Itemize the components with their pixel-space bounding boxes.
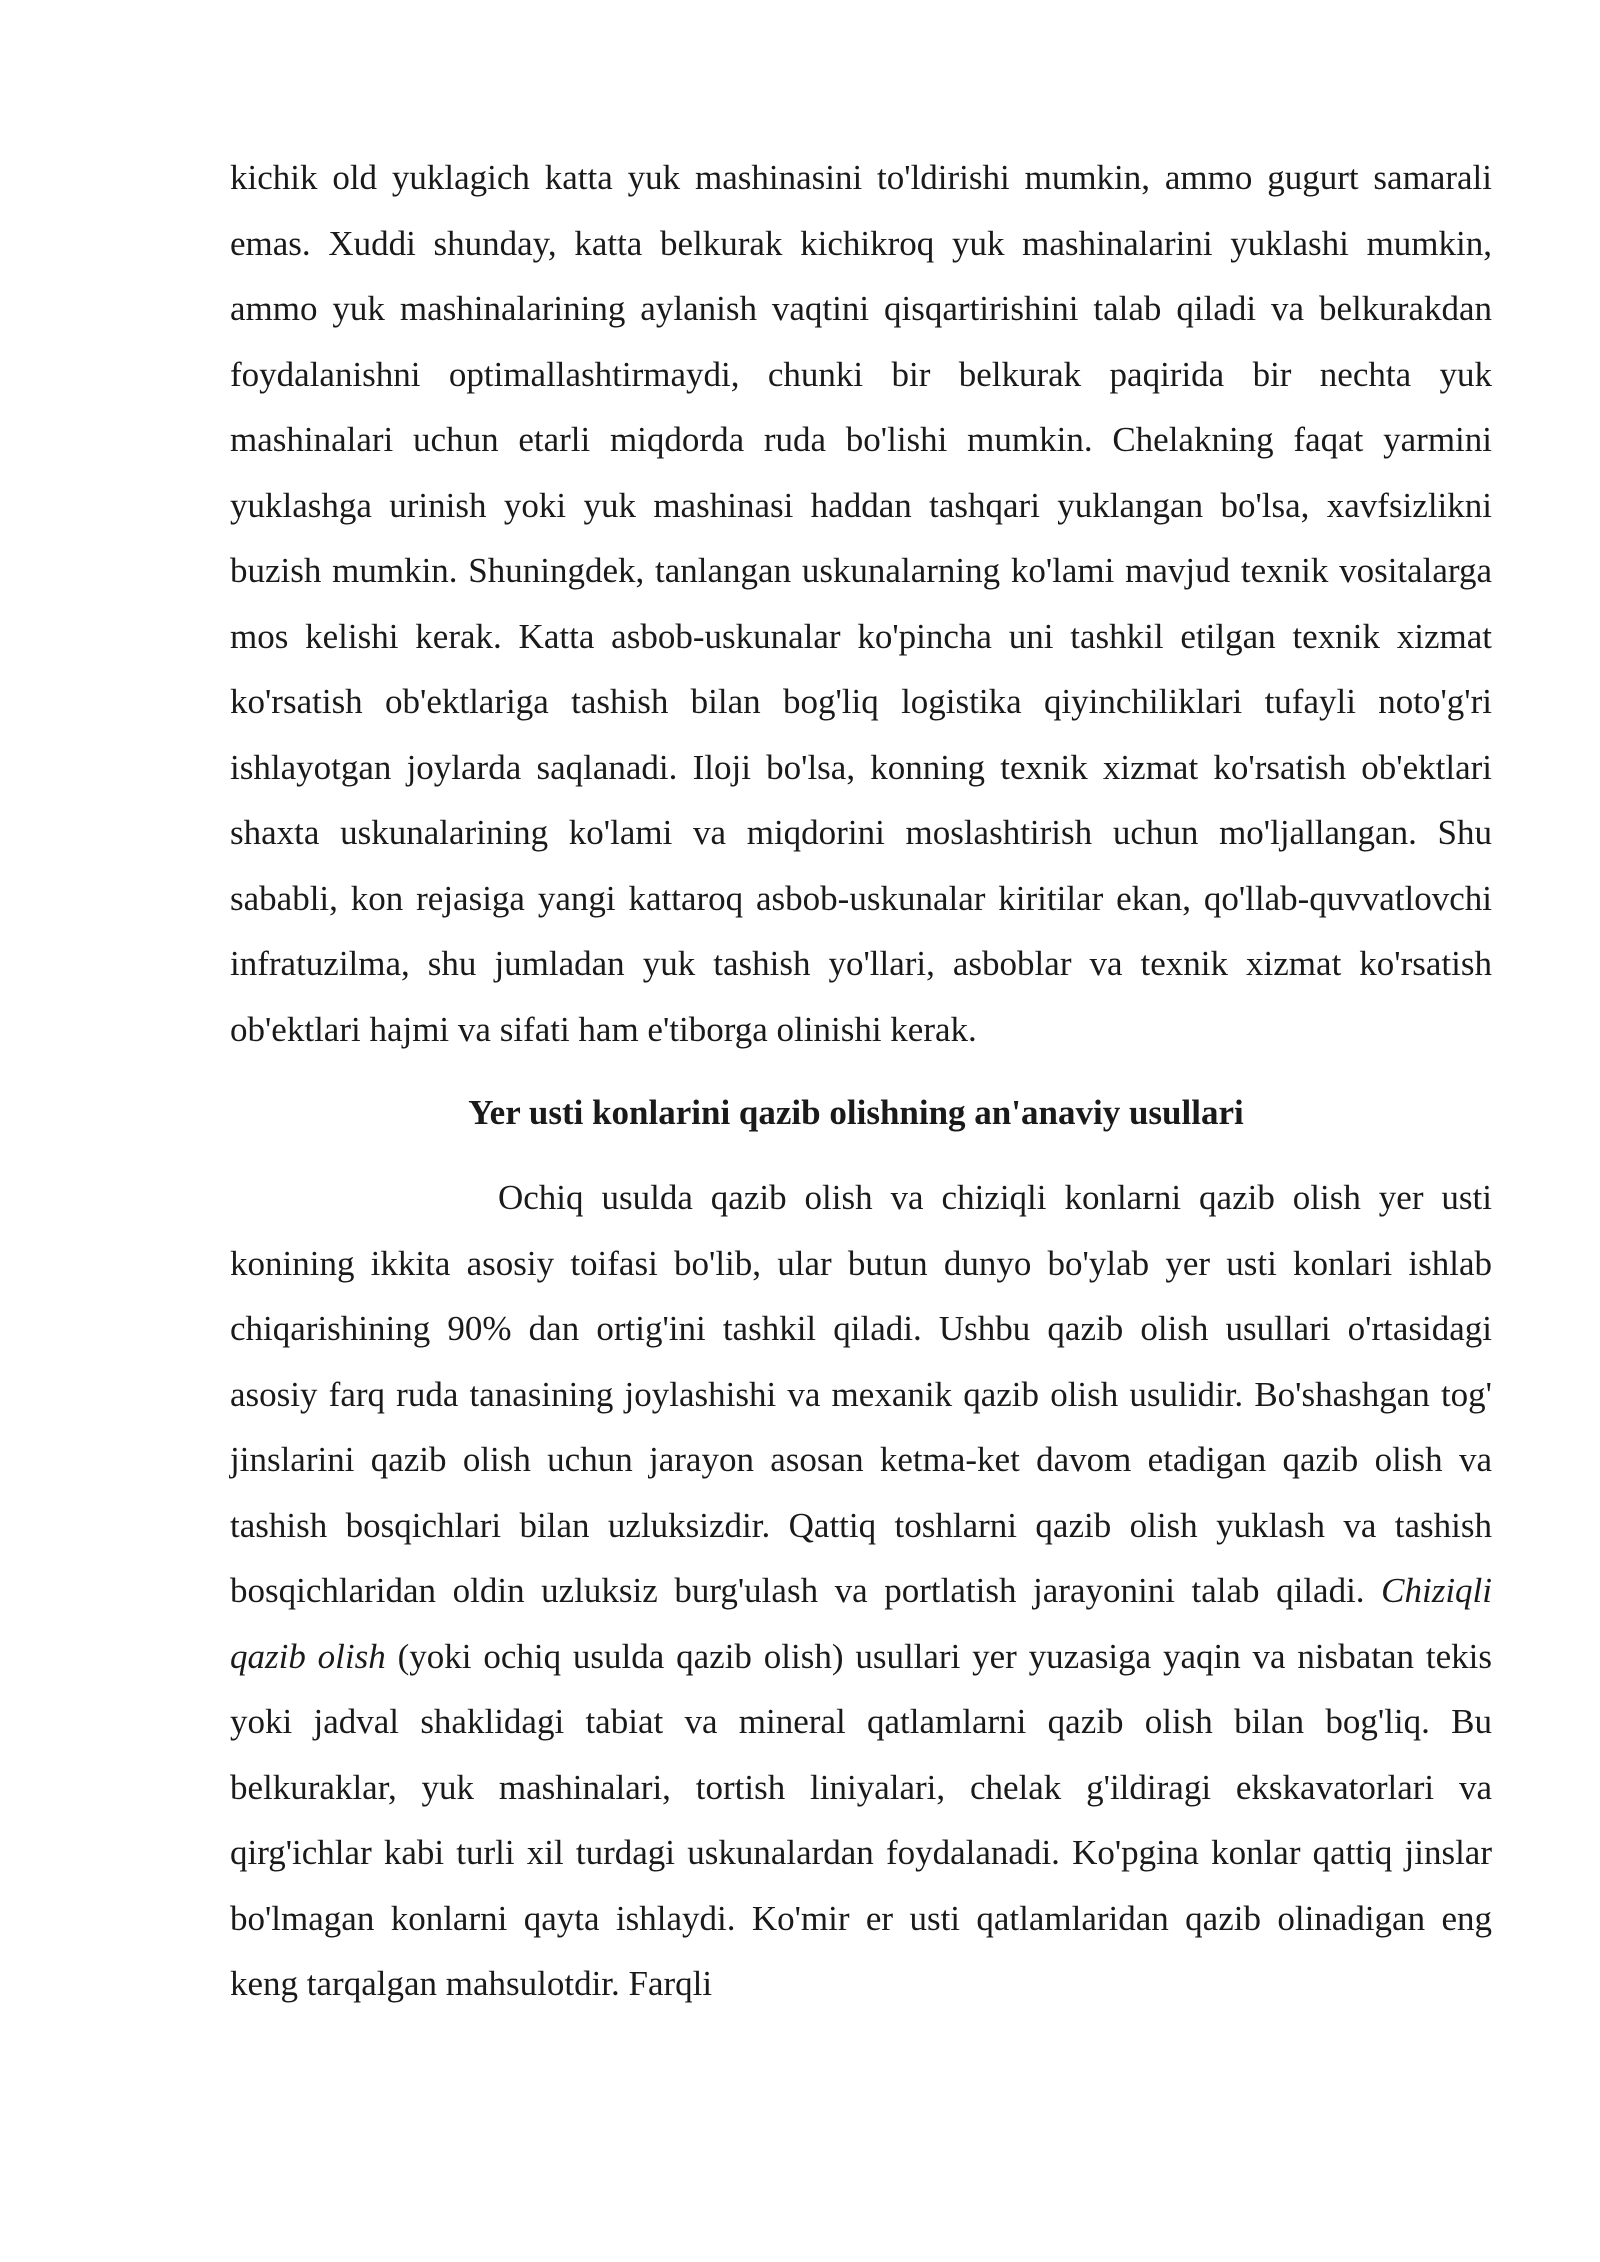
document-page xyxy=(230,145,1492,2017)
body-paragraph-2 xyxy=(230,1165,1492,2017)
paragraph-2-text-b: (yoki ochiq usulda qazib olish) usullari yer yuzasiga yaqin va nisbatan tekis yoki jadval shaklidagi tabiat va mineral qatlamlarni qazib olish bilan bog'liq. Bu belkuraklar, yuk mashinalari, tortish liniyalari, chelak g'ildiragi ekskavatorlari va qirg'ichlar kabi turli xil turdagi uskunalardan foydalanadi. Ko'pgina konlar qattiq jinslar bo'lmagan konlarni qayta ishlaydi. Ko'mir er usti qatlamlaridan qazib olinadigan eng keng tarqalgan mahsulotdir. Farqli xyxy=(230,1636,1492,2003)
paragraph-2-text-a: Ochiq usulda qazib olish va chiziqli konlarni qazib olish yer usti konining ikkita asosiy toifasi bo'lib, ular butun dunyo bo'ylab yer usti konlari ishlab chiqarishining 90% dan ortig'ini tashkil qiladi. Ushbu qazib olish usullari o'rtasidagi asosiy farq ruda tanasining joylashishi va mexanik qazib olish usulidir. Bo'shashgan tog' jinslarini qazib olish uchun jarayon asosan ketma-ket davom etadigan qazib olish va tashish bosqichlari bilan uzluksizdir. Qattiq toshlarni qazib olish yuklash va tashish bosqichlaridan oldin uzluksiz burg'ulash va portlatish jarayonini talab qiladi. xyxy=(230,1178,1492,1610)
body-paragraph-1: kichik old yuklagich katta yuk mashinasini to'ldirishi mumkin, ammo gugurt samarali emas. Xuddi shunday, katta belkurak kichikroq yuk mashinalarini yuklashi mumkin, ammo yuk mashinalarining aylanish vaqtini qisqartirishini talab qiladi va belkurakdan foydalanishni optimallashtirmaydi, chunki bir belkurak paqirida bir nechta yuk mashinalari uchun etarli miqdorda ruda bo'lishi mumkin. Chelakning faqat yarmini yuklashga urinish yoki yuk mashinasi haddan tashqari yuklangan bo'lsa, xavfsizlikni buzish mumkin. Shuningdek, tanlangan uskunalarning ko'lami mavjud texnik vositalarga mos kelishi kerak. Katta asbob-uskunalar ko'pincha uni tashkil etilgan texnik xizmat ko'rsatish ob'ektlariga tashish bilan bog'liq logistika qiyinchiliklari tufayli noto'g'ri ishlayotgan joylarda saqlanadi. Iloji bo'lsa, konning texnik xizmat ko'rsatish ob'ektlari shaxta uskunalarining ko'lami va miqdorini moslashtirish uchun mo'ljallangan. Shu sababli, kon rejasiga yangi kattaroq asbob-uskunalar kiritilar ekan, qo'llab-quvvatlovchi infratuzilma, shu jumladan yuk tashish yo'llari, asboblar va texnik xizmat ko'rsatish ob'ektlari hajmi va sifati ham e'tiborga olinishi kerak. xyxy=(230,158,1492,1049)
paragraph-2-italic-term: Chiziqli qazib olish xyxy=(230,1571,1492,1676)
section-heading: Yer usti konlarini qazib olishning an'anaviy usullari xyxy=(468,1093,1244,1132)
